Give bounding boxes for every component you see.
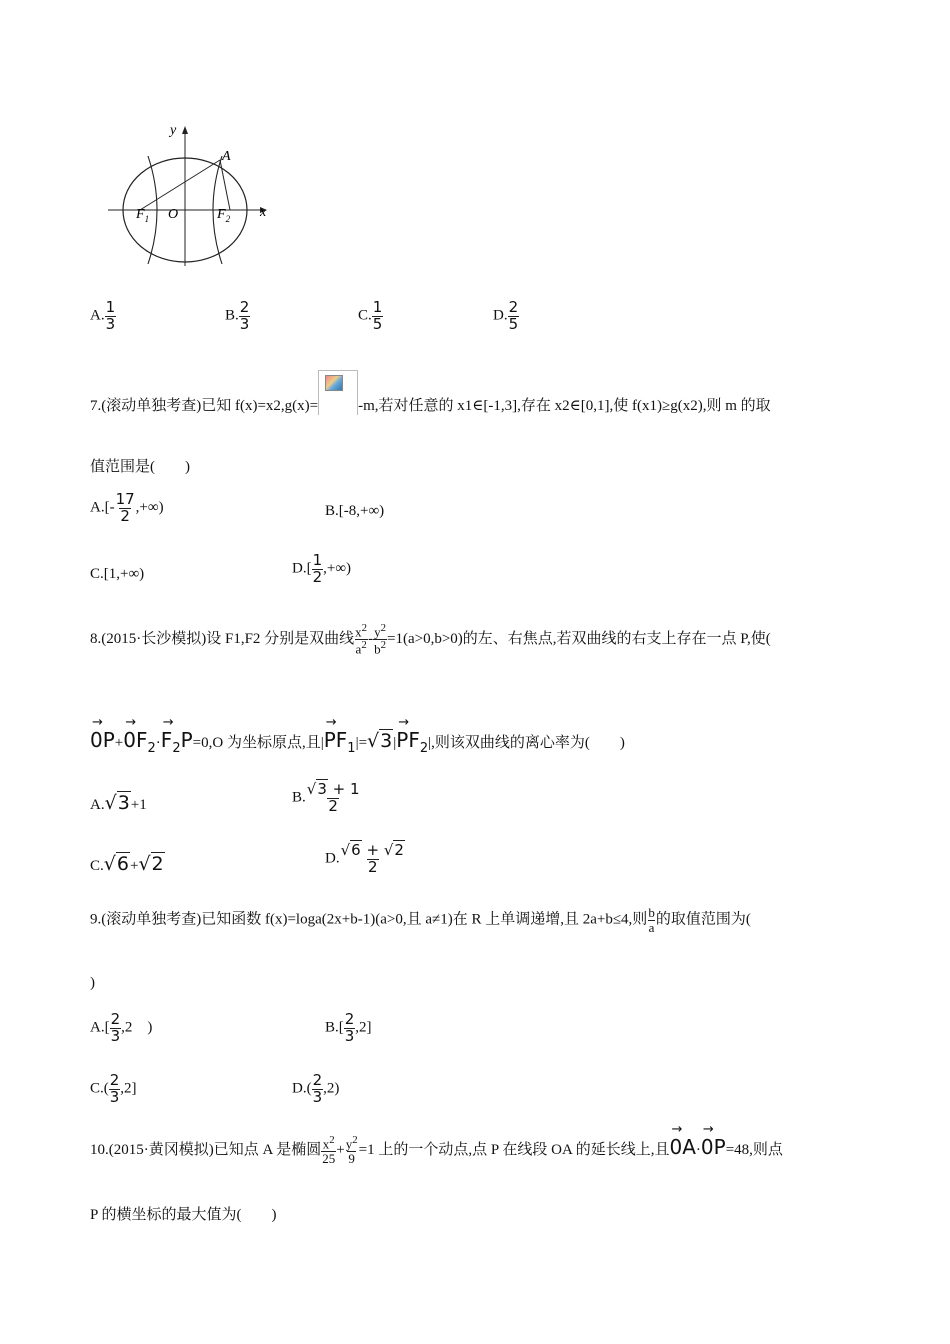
q7-stem: 7.(滚动单独考查)已知 f(x)=x2,g(x)= -m,若对任意的 x1∈[-1,3],存在 x2∈[0,1],使 f(x1)≥g(x2),则 m 的取 xyxy=(90,370,771,415)
q8-stem: 8.(2015·长沙模拟)设 F1,F2 分别是双曲线 $\frac{x^2}{a^2}$ - $\frac{y^2}{b^2}$ =1(a>0,b>0)的左、右焦点,若双曲线的右支上存在一点 P,使( xyxy=(90,622,771,657)
broken-image-icon xyxy=(318,370,358,415)
q10-stem-line2: P 的横坐标的最大值为( ) xyxy=(90,1207,277,1223)
vector-op: → 0P xyxy=(90,715,115,752)
q6-option-a: A. $\frac{1}{3}$ xyxy=(90,298,116,333)
q8-option-d: D. $\frac{√6 + √2}{2}$ xyxy=(325,841,404,876)
q8-stem-line2: → 0P+ → $0F_2\cdot$ → $F_2P=0,O$ 为坐标原点,且| → $PF_1|=√3|$ → $PF_2|$,则该双曲线的离心率为( ) xyxy=(90,715,625,756)
q7-option-a: A.[- $\frac{17}{2}$ ,+∞) xyxy=(90,490,164,525)
q7-option-b: B.[-8,+∞) xyxy=(325,503,385,519)
axis-y-label: y xyxy=(170,123,177,138)
q9-option-c: C.( $\frac{2}{3}$ ,2] xyxy=(90,1071,137,1106)
q9-option-d: D.( $\frac{2}{3}$ ,2) xyxy=(292,1071,340,1106)
vector-of2: → $0F_2$ xyxy=(123,715,156,756)
q9-option-b: B.[ $\frac{2}{3}$ ,2] xyxy=(325,1010,372,1045)
q9-stem-line2: ) xyxy=(90,975,95,991)
focus-2-label: $F_2$ xyxy=(217,207,231,224)
q6-option-b: B. $\frac{2}{3}$ xyxy=(225,298,250,333)
q9-option-a: A.[ $\frac{2}{3}$ ,2 ) xyxy=(90,1010,153,1045)
q8-option-a: A.√3+1 xyxy=(90,792,147,814)
focus-1-label: $F_1$ xyxy=(136,207,150,224)
q9-stem: 9.(滚动单独考查)已知函数 f(x)=loga(2x+b-1)(a>0,且 a≠1)在 R 上单调递增,且 2a+b≤4,则 $\frac{b}{a}$ 的取值范围为( xyxy=(90,905,751,935)
ellipse-figure xyxy=(100,120,280,270)
vector-oa: → 0A xyxy=(669,1122,696,1159)
origin-label: O xyxy=(168,207,179,222)
q6-option-c: C. $\frac{1}{5}$ xyxy=(358,298,383,333)
q10-stem: 10.(2015·黄冈模拟)已知点 A 是椭圆 $\frac{x^2}{25}$ + $\frac{y^2}{9}$ =1 上的一个动点,点 P 在线段 OA 的延长线上,且 → 0A· → 0P=48,则点 xyxy=(90,1122,783,1167)
q7-option-c: C.[1,+∞) xyxy=(90,566,145,582)
vector-pf2: → $PF_2$ xyxy=(396,715,429,756)
point-a-label: A xyxy=(222,149,231,164)
q7-stem-line2: 值范围是( ) xyxy=(90,459,190,475)
vector-op-q10: → 0P xyxy=(700,1122,726,1159)
q8-option-c: C.√6+√2 xyxy=(90,853,164,875)
q6-option-d: D. $\frac{2}{5}$ xyxy=(493,298,519,333)
q7-option-d: D.[ $\frac{1}{2}$ ,+∞) xyxy=(292,551,352,586)
vector-pf1: → $PF_1$ xyxy=(323,715,356,756)
vector-f2p: → $F_2P$ xyxy=(160,715,193,756)
q8-option-b: B. $\frac{√3 + 1}{2}$ xyxy=(292,780,360,815)
axis-x-label: x xyxy=(260,205,267,220)
